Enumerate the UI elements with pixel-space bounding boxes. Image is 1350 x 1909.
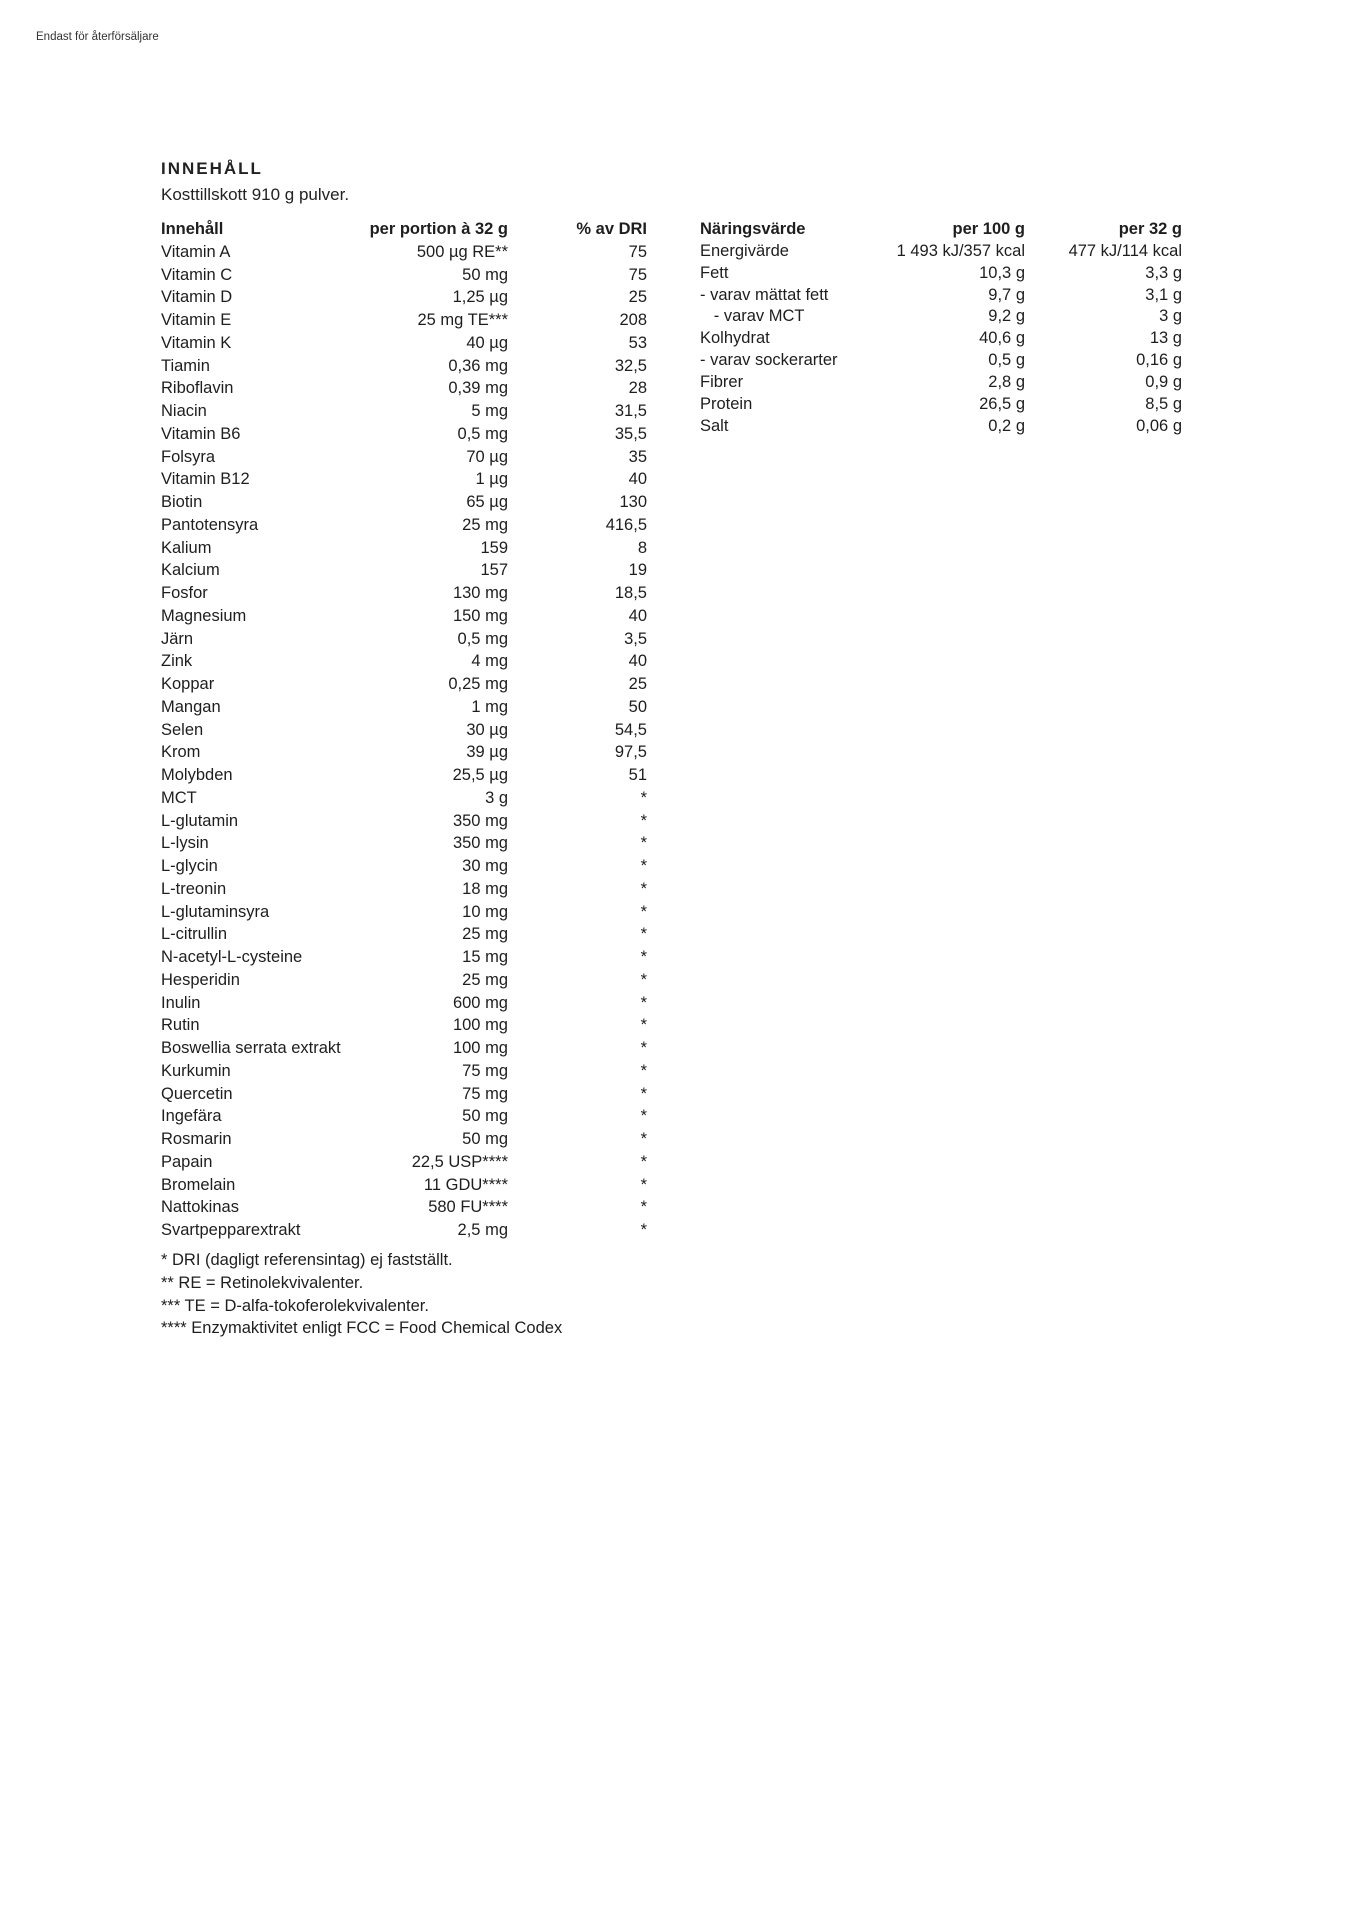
- ingredient-name: Rutin: [161, 1016, 200, 1035]
- ingredient-name: Vitamin C: [161, 265, 233, 284]
- ingredient-amount: 0,36 mg: [448, 356, 508, 375]
- ingredient-row: [161, 787, 647, 810]
- ingredient-name: Zink: [161, 652, 193, 671]
- ingredient-name: Fosfor: [161, 584, 208, 602]
- ingredient-dri: 416,5: [605, 515, 647, 534]
- ingredient-name: Vitamin B6: [161, 424, 241, 443]
- product-description: Kosttillskott 910 g pulver.: [161, 185, 350, 204]
- ingredient-dri: 31,5: [614, 402, 647, 420]
- nutrient-name: Energivärde: [700, 241, 789, 260]
- header-dri: % av DRI: [576, 220, 647, 238]
- ingredient-dri: *: [640, 1107, 647, 1126]
- nutrient-per-100g: 0,5 g: [988, 351, 1025, 370]
- ingredient-dri: *: [640, 970, 647, 989]
- nutrient-name: Kolhydrat: [700, 329, 770, 348]
- ingredient-row: [161, 582, 647, 605]
- retailer-only-note: Endast för återförsäljare: [36, 31, 159, 43]
- ingredient-name: Pantotensyra: [161, 515, 259, 534]
- ingredient-amount: 600 mg: [452, 993, 508, 1012]
- footnote: **** Enzymaktivitet enligt FCC = Food Chemical Codex: [161, 1319, 563, 1338]
- ingredient-name: L-treonin: [161, 879, 227, 898]
- ingredient-amount: 0,39 mg: [448, 379, 508, 398]
- ingredient-row: [161, 1151, 647, 1174]
- nutrition-row: [700, 328, 1182, 350]
- ingredient-row: [161, 810, 647, 833]
- ingredient-dri: *: [640, 902, 647, 921]
- ingredient-dri: 25: [628, 675, 647, 693]
- ingredient-name: Riboflavin: [161, 379, 234, 398]
- nutrition-row: [700, 241, 1182, 263]
- section-title: INNEHÅLL: [161, 159, 263, 178]
- ingredient-dri: *: [640, 1061, 647, 1080]
- nutrient-name: - varav mättat fett: [700, 285, 829, 304]
- ingredient-amount: 2,5 mg: [457, 1221, 508, 1239]
- nutrient-per-32g: 3,1 g: [1145, 285, 1182, 304]
- nutrient-per-32g: 0,06 g: [1136, 416, 1182, 435]
- ingredient-row: [161, 901, 647, 924]
- ingredient-name: Selen: [161, 720, 204, 739]
- ingredient-amount: 15 mg: [462, 948, 508, 966]
- ingredient-name: Ingefära: [161, 1107, 222, 1126]
- nutrition-table: [700, 219, 1182, 437]
- ingredient-dri: 19: [628, 561, 647, 580]
- nutrient-name: Fett: [700, 263, 729, 282]
- ingredient-amount: 25 mg: [462, 970, 508, 989]
- ingredient-amount: 0,5 mg: [457, 629, 508, 648]
- ingredient-name: Vitamin D: [161, 288, 233, 307]
- ingredient-dri: 97,5: [614, 743, 647, 762]
- ingredient-row: [161, 1083, 647, 1106]
- ingredient-amount: 0,25 mg: [448, 675, 508, 693]
- ingredient-dri: 208: [619, 311, 647, 329]
- ingredient-row: [161, 468, 647, 491]
- ingredient-dri: 18,5: [614, 584, 647, 602]
- ingredient-dri: *: [640, 811, 647, 830]
- ingredients-header-row: [161, 218, 647, 241]
- ingredient-dri: 75: [628, 242, 647, 261]
- header-per-100g: per 100 g: [952, 220, 1025, 238]
- ingredient-name: Hesperidin: [161, 970, 240, 989]
- ingredient-dri: *: [640, 1130, 647, 1148]
- ingredient-row: [161, 377, 647, 400]
- ingredient-dri: *: [640, 925, 647, 944]
- nutrition-row: [700, 416, 1182, 438]
- ingredient-name: Kalcium: [161, 561, 220, 580]
- ingredient-amount: 11 GDU****: [423, 1175, 508, 1194]
- ingredient-dri: 25: [628, 288, 647, 307]
- ingredient-row: [161, 491, 647, 514]
- ingredient-dri: 40: [628, 652, 647, 671]
- ingredient-name: Papain: [161, 1152, 213, 1171]
- ingredient-amount: 30 µg: [466, 720, 508, 739]
- ingredient-amount: 40 µg: [466, 333, 508, 352]
- ingredient-name: Vitamin K: [161, 333, 232, 352]
- header-per-32g: per 32 g: [1118, 220, 1182, 238]
- ingredient-row: [161, 741, 647, 764]
- nutrition-row: [700, 263, 1182, 285]
- ingredient-name: L-lysin: [161, 834, 209, 853]
- ingredient-name: Molybden: [161, 766, 233, 784]
- ingredient-row: [161, 628, 647, 651]
- ingredient-amount: 1 µg: [475, 470, 508, 489]
- ingredient-name: Kurkumin: [161, 1061, 231, 1080]
- nutrition-header-row: [700, 219, 1182, 241]
- nutrient-per-100g: 1 493 kJ/357 kcal: [896, 241, 1025, 260]
- ingredient-dri: *: [640, 788, 647, 807]
- ingredient-amount: 39 µg: [466, 743, 508, 762]
- ingredient-row: [161, 264, 647, 287]
- ingredient-dri: 35,5: [614, 424, 647, 443]
- ingredient-amount: 500 µg RE**: [416, 242, 508, 261]
- ingredient-name: L-glutamin: [161, 811, 239, 830]
- ingredient-dri: 28: [628, 379, 647, 398]
- ingredient-dri: 40: [628, 470, 647, 489]
- ingredient-row: [161, 514, 647, 537]
- nutrition-row: [700, 350, 1182, 372]
- ingredient-amount: 50 mg: [462, 1130, 508, 1148]
- ingredient-name: Niacin: [161, 402, 207, 420]
- ingredient-name: L-citrullin: [161, 925, 228, 944]
- ingredient-name: Quercetin: [161, 1084, 233, 1103]
- ingredient-row: [161, 1060, 647, 1083]
- ingredient-name: N-acetyl-L-cysteine: [161, 948, 303, 966]
- ingredient-amount: 5 mg: [471, 402, 508, 420]
- ingredient-row: [161, 241, 647, 264]
- ingredient-row: [161, 855, 647, 878]
- nutrient-per-100g: 40,6 g: [979, 329, 1025, 348]
- ingredient-dri: *: [640, 993, 647, 1012]
- ingredient-row: [161, 764, 647, 787]
- ingredient-row: [161, 969, 647, 992]
- ingredient-name: MCT: [161, 788, 197, 807]
- ingredient-row: [161, 559, 647, 582]
- ingredient-name: Magnesium: [161, 606, 247, 625]
- ingredient-dri: *: [640, 948, 647, 966]
- ingredient-row: [161, 832, 647, 855]
- ingredient-name: Vitamin A: [161, 242, 231, 261]
- ingredient-name: Kalium: [161, 538, 212, 557]
- header-per-portion: per portion à 32 g: [369, 220, 508, 238]
- nutrition-row: [700, 394, 1182, 416]
- nutrient-per-100g: 10,3 g: [979, 263, 1025, 282]
- nutrient-per-32g: 0,16 g: [1136, 351, 1182, 370]
- ingredient-amount: 22,5 USP****: [411, 1152, 508, 1171]
- ingredient-name: Krom: [161, 743, 201, 762]
- ingredient-name: Boswellia serrata extrakt: [161, 1039, 341, 1057]
- ingredient-dri: *: [640, 1039, 647, 1057]
- nutrient-per-100g: 2,8 g: [988, 372, 1025, 391]
- ingredient-row: [161, 923, 647, 946]
- ingredient-dri: *: [640, 1175, 647, 1194]
- ingredient-row: [161, 878, 647, 901]
- ingredient-row: [161, 650, 647, 673]
- ingredients-table: [161, 218, 647, 1242]
- ingredient-dri: *: [640, 1221, 647, 1239]
- ingredient-amount: 0,5 mg: [457, 424, 508, 443]
- ingredient-dri: *: [640, 879, 647, 898]
- ingredient-row: [161, 992, 647, 1015]
- footnotes: [161, 1249, 562, 1340]
- ingredient-dri: 53: [628, 333, 647, 352]
- ingredient-dri: *: [640, 834, 647, 853]
- ingredient-row: [161, 446, 647, 469]
- ingredient-row: [161, 946, 647, 969]
- ingredient-name: Koppar: [161, 675, 215, 693]
- ingredient-dri: 32,5: [614, 356, 647, 375]
- ingredient-amount: 3 g: [485, 788, 508, 807]
- ingredient-dri: 35: [628, 447, 647, 466]
- nutrient-per-100g: 9,2 g: [988, 307, 1025, 326]
- ingredient-row: [161, 537, 647, 560]
- ingredient-row: [161, 1105, 647, 1128]
- ingredient-amount: 150 mg: [452, 606, 508, 625]
- ingredient-name: Inulin: [161, 993, 201, 1012]
- ingredient-row: [161, 423, 647, 446]
- nutrition-row: [700, 372, 1182, 394]
- ingredient-amount: 1 mg: [471, 697, 508, 716]
- ingredient-amount: 75 mg: [462, 1084, 508, 1103]
- ingredient-amount: 350 mg: [452, 811, 508, 830]
- ingredient-amount: 25 mg TE***: [417, 311, 508, 329]
- ingredient-dri: *: [640, 1084, 647, 1103]
- ingredient-row: [161, 286, 647, 309]
- ingredient-row: [161, 1014, 647, 1037]
- nutrition-row: [700, 306, 1182, 328]
- nutrient-per-32g: 8,5 g: [1145, 394, 1182, 413]
- nutrient-per-100g: 9,7 g: [988, 285, 1025, 304]
- ingredient-name: Vitamin E: [161, 311, 232, 329]
- ingredient-dri: *: [640, 1152, 647, 1171]
- ingredient-name: Tiamin: [161, 356, 210, 375]
- nutrient-per-32g: 477 kJ/114 kcal: [1068, 241, 1182, 260]
- ingredient-row: [161, 719, 647, 742]
- ingredient-dri: *: [640, 1198, 647, 1217]
- ingredient-name: Nattokinas: [161, 1198, 239, 1217]
- ingredient-amount: 100 mg: [452, 1039, 508, 1057]
- ingredient-row: [161, 355, 647, 378]
- nutrient-name: - varav MCT: [700, 307, 805, 326]
- nutrient-name: Salt: [700, 416, 729, 435]
- ingredient-name: Svartpepparextrakt: [161, 1221, 301, 1239]
- nutrient-per-32g: 3,3 g: [1145, 263, 1182, 282]
- ingredient-amount: 350 mg: [452, 834, 508, 853]
- ingredient-amount: 130 mg: [452, 584, 508, 602]
- nutrient-name: Fibrer: [700, 372, 744, 391]
- ingredient-amount: 1,25 µg: [452, 288, 508, 307]
- footnote: * DRI (dagligt referensintag) ej fastställt.: [161, 1251, 453, 1269]
- ingredient-row: [161, 309, 647, 332]
- ingredient-amount: 50 mg: [462, 265, 508, 284]
- footnote: *** TE = D-alfa-tokoferolekvivalenter.: [161, 1296, 429, 1315]
- ingredient-amount: 10 mg: [462, 902, 508, 921]
- nutrient-name: - varav sockerarter: [700, 351, 838, 370]
- nutrient-per-100g: 26,5 g: [979, 394, 1025, 413]
- ingredient-amount: 50 mg: [462, 1107, 508, 1126]
- ingredient-amount: 100 mg: [452, 1016, 508, 1035]
- ingredient-name: Folsyra: [161, 447, 216, 466]
- ingredient-name: L-glycin: [161, 857, 218, 875]
- nutrient-per-32g: 0,9 g: [1145, 372, 1182, 391]
- ingredient-amount: 25 mg: [462, 515, 508, 534]
- ingredient-amount: 25,5 µg: [452, 766, 508, 784]
- ingredient-amount: 70 µg: [466, 447, 508, 466]
- ingredient-row: [161, 1128, 647, 1151]
- ingredient-name: Vitamin B12: [161, 470, 250, 489]
- ingredient-amount: 4 mg: [471, 652, 508, 671]
- ingredient-name: L-glutaminsyra: [161, 902, 270, 921]
- footnote: ** RE = Retinolekvivalenter.: [161, 1273, 364, 1292]
- ingredient-row: [161, 400, 647, 423]
- ingredient-row: [161, 605, 647, 628]
- ingredient-dri: 75: [628, 265, 647, 284]
- ingredient-row: [161, 332, 647, 355]
- nutrition-row: [700, 285, 1182, 307]
- ingredient-row: [161, 1196, 647, 1219]
- ingredient-name: Rosmarin: [161, 1130, 232, 1148]
- ingredient-dri: 3,5: [624, 629, 647, 648]
- ingredient-name: Bromelain: [161, 1175, 236, 1194]
- ingredient-dri: 8: [637, 538, 647, 557]
- ingredient-amount: 65 µg: [466, 493, 508, 511]
- ingredient-row: [161, 1037, 647, 1060]
- ingredient-dri: *: [640, 1016, 647, 1035]
- ingredient-dri: 50: [628, 697, 647, 716]
- ingredient-row: [161, 1219, 647, 1242]
- ingredient-row: [161, 1174, 647, 1197]
- ingredient-dri: 54,5: [614, 720, 647, 739]
- nutrient-per-100g: 0,2 g: [988, 416, 1025, 435]
- nutrient-per-32g: 3 g: [1159, 307, 1182, 326]
- ingredient-amount: 25 mg: [462, 925, 508, 944]
- ingredient-dri: 130: [619, 493, 647, 511]
- nutrient-per-32g: 13 g: [1149, 329, 1182, 348]
- ingredient-row: [161, 696, 647, 719]
- ingredient-amount: 75 mg: [462, 1061, 508, 1080]
- ingredient-amount: 157: [480, 561, 508, 580]
- ingredient-dri: 40: [628, 606, 647, 625]
- header-ingredient: Innehåll: [161, 220, 224, 238]
- ingredient-amount: 30 mg: [462, 857, 508, 875]
- nutrient-name: Protein: [700, 394, 753, 413]
- ingredient-row: [161, 673, 647, 696]
- ingredient-name: Biotin: [161, 493, 203, 511]
- ingredient-name: Mangan: [161, 697, 221, 716]
- ingredient-dri: 51: [628, 766, 647, 784]
- header-nutrient: Näringsvärde: [700, 220, 806, 238]
- ingredient-amount: 580 FU****: [428, 1198, 508, 1217]
- ingredient-name: Järn: [161, 629, 194, 648]
- ingredient-amount: 159: [480, 538, 508, 557]
- ingredient-dri: *: [640, 857, 647, 875]
- ingredient-amount: 18 mg: [462, 879, 508, 898]
